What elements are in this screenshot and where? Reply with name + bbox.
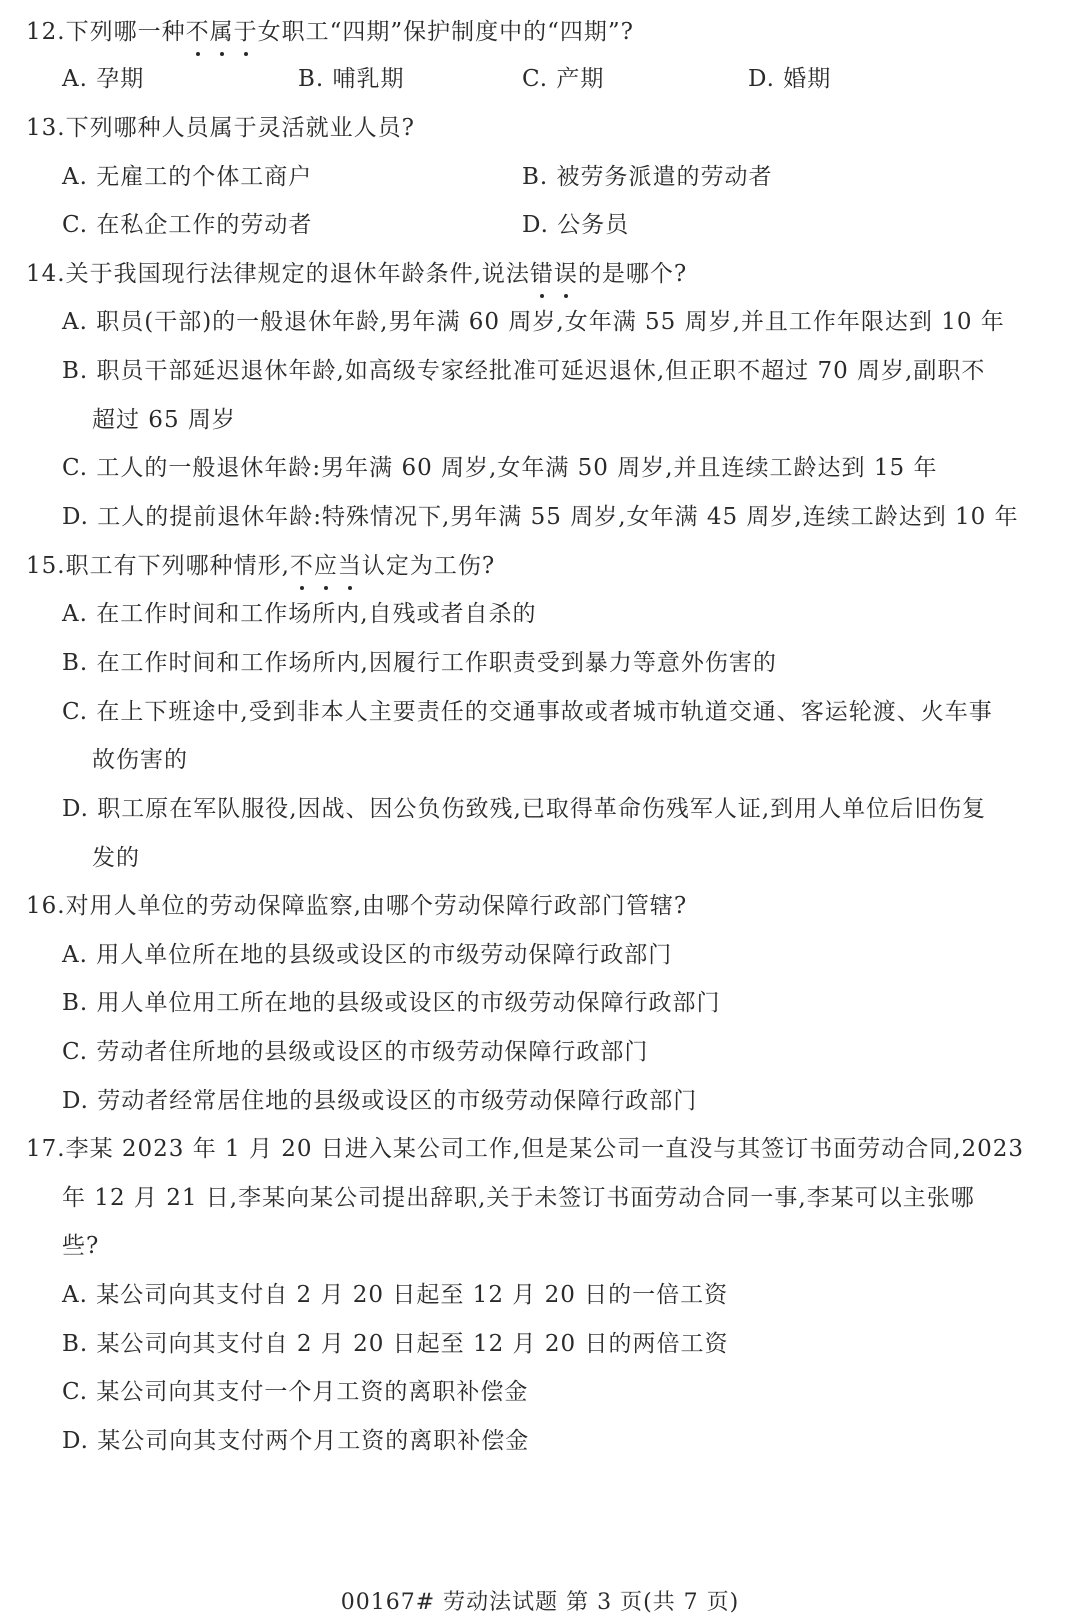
- emphasis-char: 错: [529, 261, 554, 287]
- q15-option-d-continued: 发的: [92, 845, 140, 871]
- emphasis-char: 不: [289, 553, 314, 579]
- emphasis-char: 于: [233, 19, 258, 45]
- q14-option-a: A. 职员(干部)的一般退休年龄,男年满 60 周岁,女年满 55 周岁,并且工作年限达到 10 年: [62, 309, 1005, 335]
- q14-option-d: D. 工人的提前退休年龄:特殊情况下,男年满 55 周岁,女年满 45 周岁,连续工龄达到 10 年: [62, 504, 1019, 530]
- q12-option-a: A. 孕期: [62, 66, 145, 92]
- q12-option-d: D. 婚期: [748, 66, 832, 92]
- q12-stem-pre: 12.下列哪一种: [26, 19, 186, 45]
- question-15-stem: [26, 551, 495, 581]
- q15-stem-pre: 15.职工有下列哪种情形,: [26, 553, 290, 579]
- q17-option-b: B. 某公司向其支付自 2 月 20 日起至 12 月 20 日的两倍工资: [62, 1331, 729, 1357]
- q12-option-b: B. 哺乳期: [298, 66, 405, 92]
- q17-option-c: C. 某公司向其支付一个月工资的离职补偿金: [62, 1379, 529, 1405]
- question-17-stem-line-2: 年 12 月 21 日,李某向某公司提出辞职,关于未签订书面劳动合同一事,李某可以主张哪: [62, 1185, 975, 1211]
- q15-option-d: D. 职工原在军队服役,因战、因公负伤致残,已取得革命伤残军人证,到用人单位后旧伤复: [62, 796, 987, 822]
- emphasis-char: 应: [313, 553, 338, 579]
- question-16-stem: 16.对用人单位的劳动保障监察,由哪个劳动保障行政部门管辖?: [26, 893, 688, 919]
- emphasis-char: 当: [337, 553, 362, 579]
- q13-option-d: D. 公务员: [522, 212, 630, 238]
- q12-stem-post: 女职工“四期”保护制度中的“四期”?: [257, 19, 634, 45]
- q16-option-a: A. 用人单位所在地的县级或设区的市级劳动保障行政部门: [62, 942, 673, 968]
- q15-stem-post: 认定为工伤?: [361, 553, 496, 579]
- question-13-stem: 13.下列哪种人员属于灵活就业人员?: [26, 115, 415, 141]
- q17-option-a: A. 某公司向其支付自 2 月 20 日起至 12 月 20 日的一倍工资: [62, 1282, 729, 1308]
- emphasis-char: 误: [553, 261, 578, 287]
- q15-option-c-continued: 故伤害的: [92, 747, 188, 773]
- q14-stem-post: 的是哪个?: [577, 261, 688, 287]
- question-14-stem: [26, 259, 687, 289]
- page-footer: 00167# 劳动法试题 第 3 页(共 7 页): [340, 1590, 740, 1615]
- q15-option-b: B. 在工作时间和工作场所内,因履行工作职责受到暴力等意外伤害的: [62, 650, 777, 676]
- q13-option-c: C. 在私企工作的劳动者: [62, 212, 313, 238]
- q16-option-d: D. 劳动者经常居住地的县级或设区的市级劳动保障行政部门: [62, 1088, 698, 1114]
- q12-option-c: C. 产期: [522, 66, 605, 92]
- q17-option-d: D. 某公司向其支付两个月工资的离职补偿金: [62, 1428, 530, 1454]
- q13-option-a: A. 无雇工的个体工商户: [62, 164, 313, 190]
- emphasis-char: 属: [209, 19, 234, 45]
- q13-option-b: B. 被劳务派遣的劳动者: [522, 164, 773, 190]
- q14-option-b-continued: 超过 65 周岁: [92, 407, 236, 433]
- q14-option-c: C. 工人的一般退休年龄:男年满 60 周岁,女年满 50 周岁,并且连续工龄达到 15 年: [62, 455, 938, 481]
- q16-option-b: B. 用人单位用工所在地的县级或设区的市级劳动保障行政部门: [62, 990, 721, 1016]
- q15-option-a: A. 在工作时间和工作场所内,自残或者自杀的: [62, 601, 537, 627]
- question-17-stem: 17.李某 2023 年 1 月 20 日进入某公司工作,但是某公司一直没与其签订书面劳动合同,2023: [26, 1136, 1025, 1162]
- emphasis-char: 不: [185, 19, 210, 45]
- question-12-stem: [26, 17, 634, 47]
- q14-stem-pre: 14.关于我国现行法律规定的退休年龄条件,说法: [26, 261, 530, 287]
- q15-option-c: C. 在上下班途中,受到非本人主要责任的交通事故或者城市轨道交通、客运轮渡、火车事: [62, 699, 993, 725]
- q16-option-c: C. 劳动者住所地的县级或设区的市级劳动保障行政部门: [62, 1039, 649, 1065]
- q14-option-b: B. 职员干部延迟退休年龄,如高级专家经批准可延迟退休,但正职不超过 70 周岁,副职不: [62, 358, 986, 384]
- question-17-stem-line-3: 些?: [62, 1233, 100, 1259]
